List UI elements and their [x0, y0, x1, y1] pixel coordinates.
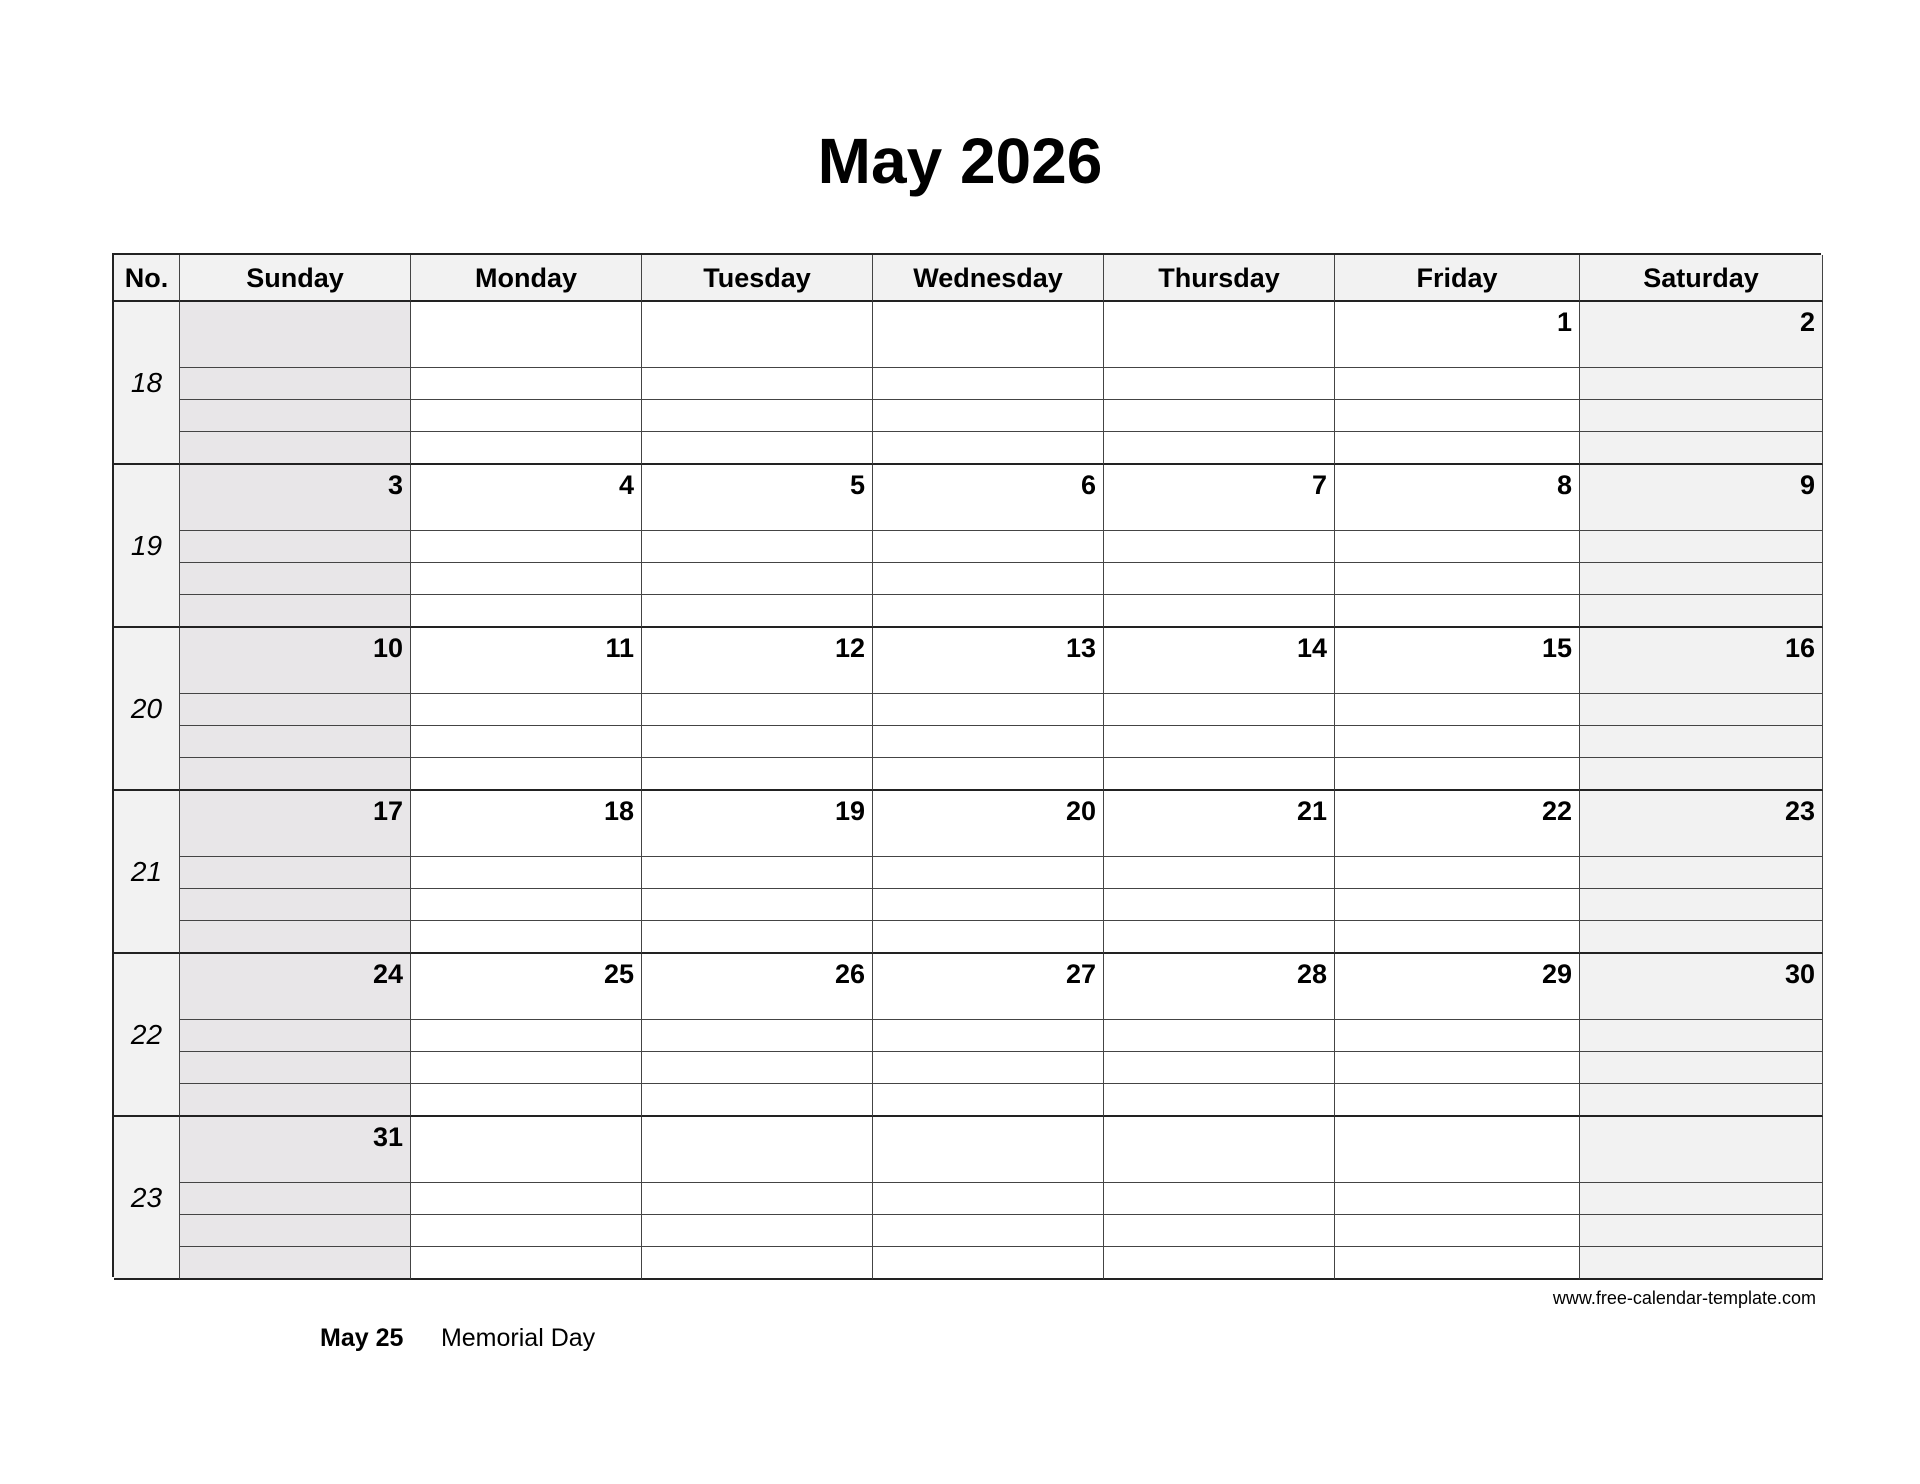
note-line — [1104, 1083, 1334, 1084]
day-cell[interactable] — [1104, 465, 1335, 628]
note-line — [411, 725, 641, 726]
note-line — [873, 757, 1103, 758]
note-line — [642, 1051, 872, 1052]
note-line — [1580, 1051, 1822, 1052]
note-line — [873, 725, 1103, 726]
note-line — [180, 1083, 410, 1084]
day-cell[interactable] — [411, 465, 642, 628]
note-line — [642, 594, 872, 595]
day-number: 16 — [1784, 633, 1815, 663]
day-cell[interactable] — [873, 302, 1104, 465]
note-line — [411, 399, 641, 400]
day-number: 30 — [1784, 959, 1815, 989]
holiday-list — [320, 1320, 595, 1356]
note-line — [1104, 367, 1334, 368]
day-cell[interactable] — [180, 302, 411, 465]
day-cell[interactable] — [873, 628, 1104, 791]
note-line — [180, 367, 410, 368]
day-number: 12 — [834, 633, 865, 663]
note-line — [1580, 693, 1822, 694]
day-cell[interactable] — [180, 1117, 411, 1280]
day-cell[interactable] — [1104, 791, 1335, 954]
note-line — [411, 856, 641, 857]
note-line — [411, 562, 641, 563]
day-number: 7 — [1311, 470, 1327, 500]
note-line — [1580, 399, 1822, 400]
day-number: 5 — [849, 470, 865, 500]
note-line — [1104, 1019, 1334, 1020]
note-line — [1104, 594, 1334, 595]
note-line — [1580, 920, 1822, 921]
note-line — [642, 888, 872, 889]
note-line — [1580, 1246, 1822, 1247]
note-line — [1104, 530, 1334, 531]
day-cell[interactable] — [411, 1117, 642, 1280]
day-cell[interactable] — [642, 465, 873, 628]
day-cell[interactable] — [642, 1117, 873, 1280]
note-line — [1104, 856, 1334, 857]
day-number: 23 — [1784, 796, 1815, 826]
note-line — [1580, 562, 1822, 563]
note-line — [873, 856, 1103, 857]
day-number: 19 — [834, 796, 865, 826]
week-number: 22 — [114, 954, 180, 1117]
note-line — [642, 757, 872, 758]
week-number: 21 — [114, 791, 180, 954]
day-number: 17 — [372, 796, 403, 826]
day-cell[interactable] — [1580, 954, 1823, 1117]
note-line — [642, 1182, 872, 1183]
day-number: 6 — [1080, 470, 1096, 500]
note-line — [411, 693, 641, 694]
day-cell[interactable] — [1335, 1117, 1580, 1280]
header-monday: Monday — [411, 255, 642, 302]
day-number: 25 — [603, 959, 634, 989]
day-number: 13 — [1065, 633, 1096, 663]
note-line — [642, 1214, 872, 1215]
note-line — [1104, 562, 1334, 563]
note-line — [873, 399, 1103, 400]
note-line — [411, 530, 641, 531]
week-number: 18 — [114, 302, 180, 465]
header-friday: Friday — [1335, 255, 1580, 302]
day-number: 21 — [1296, 796, 1327, 826]
note-line — [1335, 856, 1579, 857]
day-cell[interactable] — [873, 465, 1104, 628]
note-line — [873, 594, 1103, 595]
day-number: 27 — [1065, 959, 1096, 989]
day-cell[interactable] — [1104, 628, 1335, 791]
note-line — [1335, 1051, 1579, 1052]
note-line — [1104, 888, 1334, 889]
note-line — [411, 367, 641, 368]
week-number: 23 — [114, 1117, 180, 1280]
note-line — [180, 888, 410, 889]
note-line — [873, 562, 1103, 563]
day-cell[interactable] — [1335, 628, 1580, 791]
note-line — [642, 530, 872, 531]
day-cell[interactable] — [180, 954, 411, 1117]
day-cell[interactable] — [1580, 791, 1823, 954]
note-line — [1580, 888, 1822, 889]
calendar-title: May 2026 — [817, 125, 1103, 197]
day-cell[interactable] — [1335, 465, 1580, 628]
note-line — [642, 399, 872, 400]
note-line — [180, 431, 410, 432]
note-line — [180, 693, 410, 694]
note-line — [411, 431, 641, 432]
day-cell[interactable] — [180, 628, 411, 791]
note-line — [1335, 920, 1579, 921]
note-line — [180, 1182, 410, 1183]
day-cell[interactable] — [411, 954, 642, 1117]
note-line — [1104, 757, 1334, 758]
note-line — [411, 1083, 641, 1084]
note-line — [873, 530, 1103, 531]
note-line — [180, 594, 410, 595]
day-cell[interactable] — [180, 465, 411, 628]
header-tuesday: Tuesday — [642, 255, 873, 302]
day-cell[interactable] — [642, 954, 873, 1117]
note-line — [642, 725, 872, 726]
note-line — [873, 888, 1103, 889]
note-line — [1104, 1246, 1334, 1247]
day-cell[interactable] — [1580, 302, 1823, 465]
day-cell[interactable] — [873, 954, 1104, 1117]
note-line — [873, 367, 1103, 368]
note-line — [180, 920, 410, 921]
note-line — [642, 431, 872, 432]
note-line — [1580, 594, 1822, 595]
note-line — [1335, 757, 1579, 758]
note-line — [411, 920, 641, 921]
day-number: 26 — [834, 959, 865, 989]
note-line — [873, 693, 1103, 694]
note-line — [1580, 1214, 1822, 1215]
day-number: 2 — [1799, 307, 1815, 337]
note-line — [642, 367, 872, 368]
note-line — [180, 1246, 410, 1247]
note-line — [411, 1214, 641, 1215]
day-cell[interactable] — [1335, 302, 1580, 465]
note-line — [642, 693, 872, 694]
note-line — [180, 725, 410, 726]
note-line — [180, 1051, 410, 1052]
calendar-grid — [112, 253, 1821, 1277]
note-line — [1104, 1182, 1334, 1183]
note-line — [1580, 530, 1822, 531]
note-line — [642, 562, 872, 563]
holiday-name: Memorial Day — [440, 1324, 596, 1352]
note-line — [642, 1246, 872, 1247]
note-line — [1104, 1051, 1334, 1052]
day-number: 14 — [1296, 633, 1327, 663]
note-line — [642, 1019, 872, 1020]
note-line — [1580, 725, 1822, 726]
note-line — [411, 594, 641, 595]
day-number: 3 — [387, 470, 403, 500]
day-cell[interactable] — [642, 302, 873, 465]
note-line — [1104, 920, 1334, 921]
note-line — [1335, 399, 1579, 400]
note-line — [411, 1182, 641, 1183]
note-line — [1580, 367, 1822, 368]
holiday-date: May 25 — [320, 1324, 404, 1352]
note-line — [1104, 1214, 1334, 1215]
day-cell[interactable] — [873, 1117, 1104, 1280]
note-line — [1104, 725, 1334, 726]
note-line — [1580, 757, 1822, 758]
note-line — [1335, 1214, 1579, 1215]
note-line — [1104, 431, 1334, 432]
note-line — [411, 888, 641, 889]
day-number: 1 — [1556, 307, 1572, 337]
day-cell[interactable] — [411, 628, 642, 791]
note-line — [642, 920, 872, 921]
day-cell[interactable] — [411, 791, 642, 954]
note-line — [642, 1083, 872, 1084]
note-line — [873, 1214, 1103, 1215]
note-line — [873, 1083, 1103, 1084]
day-number: 4 — [618, 470, 634, 500]
note-line — [1335, 367, 1579, 368]
day-cell[interactable] — [642, 628, 873, 791]
day-number: 9 — [1799, 470, 1815, 500]
note-line — [180, 757, 410, 758]
header-sunday: Sunday — [180, 255, 411, 302]
note-line — [1335, 725, 1579, 726]
note-line — [411, 1019, 641, 1020]
day-number: 28 — [1296, 959, 1327, 989]
note-line — [411, 1051, 641, 1052]
day-number: 18 — [603, 796, 634, 826]
day-number: 22 — [1541, 796, 1572, 826]
note-line — [873, 1019, 1103, 1020]
day-number: 24 — [372, 959, 403, 989]
note-line — [1335, 431, 1579, 432]
note-line — [1104, 399, 1334, 400]
note-line — [1335, 693, 1579, 694]
note-line — [1580, 1182, 1822, 1183]
day-number: 8 — [1556, 470, 1572, 500]
note-line — [180, 1019, 410, 1020]
day-cell[interactable] — [1104, 954, 1335, 1117]
day-cell[interactable] — [642, 791, 873, 954]
week-number: 19 — [114, 465, 180, 628]
note-line — [411, 1246, 641, 1247]
day-number: 11 — [605, 633, 634, 663]
note-line — [180, 562, 410, 563]
day-number: 29 — [1541, 959, 1572, 989]
day-cell[interactable] — [1104, 302, 1335, 465]
day-cell[interactable] — [1580, 628, 1823, 791]
note-line — [180, 1214, 410, 1215]
note-line — [1335, 1019, 1579, 1020]
day-cell[interactable] — [1580, 465, 1823, 628]
day-cell[interactable] — [1580, 1117, 1823, 1280]
note-line — [873, 920, 1103, 921]
header-saturday: Saturday — [1580, 255, 1823, 302]
day-cell[interactable] — [180, 791, 411, 954]
day-cell[interactable] — [873, 791, 1104, 954]
week-number: 20 — [114, 628, 180, 791]
day-cell[interactable] — [1335, 791, 1580, 954]
note-line — [1580, 856, 1822, 857]
website-url[interactable]: www.free-calendar-template.com — [1552, 1288, 1816, 1308]
note-line — [1335, 1182, 1579, 1183]
note-line — [873, 1051, 1103, 1052]
note-line — [1335, 1083, 1579, 1084]
note-line — [411, 757, 641, 758]
note-line — [1335, 562, 1579, 563]
note-line — [1104, 693, 1334, 694]
note-line — [180, 530, 410, 531]
day-cell[interactable] — [1335, 954, 1580, 1117]
note-line — [1580, 1083, 1822, 1084]
header-no: No. — [114, 255, 180, 302]
note-line — [180, 856, 410, 857]
day-number: 10 — [372, 633, 403, 663]
note-line — [1335, 1246, 1579, 1247]
note-line — [1580, 431, 1822, 432]
header-wednesday: Wednesday — [873, 255, 1104, 302]
note-line — [180, 399, 410, 400]
day-number: 15 — [1541, 633, 1572, 663]
header-thursday: Thursday — [1104, 255, 1335, 302]
note-line — [873, 1182, 1103, 1183]
day-cell[interactable] — [1104, 1117, 1335, 1280]
note-line — [642, 856, 872, 857]
note-line — [873, 1246, 1103, 1247]
note-line — [1335, 530, 1579, 531]
note-line — [873, 431, 1103, 432]
day-cell[interactable] — [411, 302, 642, 465]
note-line — [1335, 888, 1579, 889]
note-line — [1580, 1019, 1822, 1020]
note-line — [1335, 594, 1579, 595]
day-number: 31 — [372, 1122, 403, 1152]
day-number: 20 — [1065, 796, 1096, 826]
